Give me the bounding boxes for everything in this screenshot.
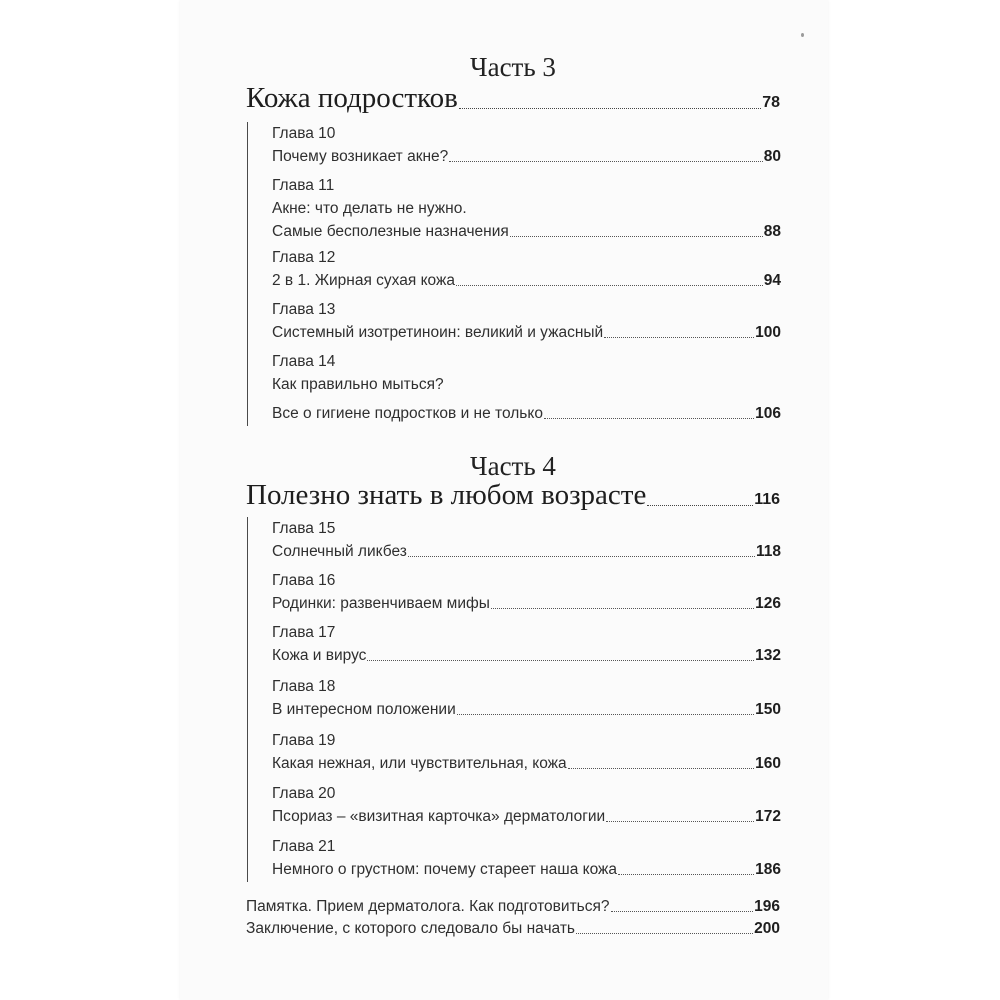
dot-leader [544, 417, 754, 419]
chapter-10-title: Почему возникает акне? [272, 148, 449, 165]
conclusion-page: 200 [754, 920, 780, 937]
chapter-17-title: Кожа и вирус [272, 647, 367, 664]
dot-leader [611, 910, 754, 912]
chapter-20-title: Псориаз – «визитная карточка» дерматологии [272, 808, 606, 825]
chapter-14-title-line-1: Как правильно мыться? [272, 376, 444, 393]
chapter-13-entry[interactable] [272, 298, 781, 344]
part-4-title: Полезно знать в любом возрасте [246, 479, 647, 511]
memo-page: 196 [754, 898, 780, 915]
chapter-16-label: Глава 16 [272, 572, 336, 589]
part-3-page: 78 [762, 94, 780, 111]
dot-leader [647, 504, 753, 506]
chapter-14-entry[interactable] [272, 350, 781, 425]
chapter-18-title: В интересном положении [272, 701, 456, 718]
chapter-17-entry[interactable] [272, 621, 781, 667]
chapter-11-label: Глава 11 [272, 177, 335, 194]
part-3-label: Часть 3 [470, 52, 556, 82]
chapter-21-label: Глава 21 [272, 838, 336, 855]
chapter-12-page: 94 [763, 272, 781, 289]
chapter-14-page: 106 [755, 405, 781, 422]
chapter-20-label: Глава 20 [272, 785, 336, 802]
chapter-19-entry[interactable] [272, 729, 781, 775]
chapter-14-title: Все о гигиене подростков и не только [272, 405, 543, 422]
part-4-page: 116 [754, 491, 780, 508]
chapter-21-title: Немного о грустном: почему стареет наша кожа [272, 861, 618, 878]
chapter-11-title-line-1: Акне: что делать не нужно. [272, 200, 467, 217]
chapter-19-page: 160 [755, 755, 781, 772]
part-4-chapters [247, 517, 781, 882]
chapter-21-page: 186 [755, 861, 781, 878]
chapter-13-title: Системный изотретиноин: великий и ужасный [272, 324, 604, 341]
chapter-10-label: Глава 10 [272, 125, 336, 142]
dot-leader [459, 107, 761, 109]
chapter-15-label: Глава 15 [272, 520, 336, 537]
part-3-chapters [247, 122, 781, 426]
chapter-21-entry[interactable] [272, 835, 781, 881]
part-3-title: Кожа подростков [246, 82, 458, 114]
dot-leader [457, 713, 754, 715]
memo-entry[interactable] [246, 896, 780, 918]
dot-leader [618, 873, 754, 875]
chapter-19-title: Какая нежная, или чувствительная, кожа [272, 755, 567, 772]
chapter-14-label: Глава 14 [272, 353, 336, 370]
dot-leader [367, 659, 754, 661]
chapter-12-title: 2 в 1. Жирная сухая кожа [272, 272, 455, 289]
chapter-11-title: Самые бесполезные назначения [272, 223, 509, 240]
chapter-17-label: Глава 17 [272, 624, 336, 641]
chapter-10-entry[interactable] [272, 122, 781, 168]
chapter-12-label: Глава 12 [272, 249, 336, 266]
dot-leader [456, 284, 763, 286]
dot-leader [568, 767, 754, 769]
chapter-18-label: Глава 18 [272, 678, 336, 695]
chapter-12-entry[interactable] [272, 246, 781, 292]
part-4-label: Часть 4 [470, 451, 556, 481]
dot-leader [606, 820, 754, 822]
dot-leader [491, 607, 754, 609]
memo-title: Памятка. Прием дерматолога. Как подготовиться? [246, 898, 610, 915]
chapter-20-entry[interactable] [272, 782, 781, 828]
chapter-16-page: 126 [755, 595, 781, 612]
chapter-16-entry[interactable] [272, 569, 781, 615]
part-4-entry[interactable] [246, 479, 780, 513]
dot-leader [510, 235, 763, 237]
dot-leader [408, 555, 755, 557]
chapter-11-entry[interactable] [272, 174, 781, 243]
page-speck [801, 33, 804, 37]
chapter-13-page: 100 [755, 324, 781, 341]
dot-leader [604, 336, 754, 338]
chapter-15-page: 118 [755, 543, 781, 560]
chapter-18-entry[interactable] [272, 675, 781, 721]
chapter-15-title: Солнечный ликбез [272, 543, 407, 560]
dot-leader [576, 932, 753, 934]
chapter-19-label: Глава 19 [272, 732, 336, 749]
part-3-entry[interactable] [246, 82, 780, 116]
chapter-13-label: Глава 13 [272, 301, 336, 318]
chapter-10-page: 80 [763, 148, 781, 165]
chapter-11-page: 88 [763, 223, 781, 240]
conclusion-title: Заключение, с которого следовало бы начать [246, 920, 575, 937]
conclusion-entry[interactable] [246, 918, 780, 940]
chapter-17-page: 132 [755, 647, 781, 664]
dot-leader [449, 160, 762, 162]
chapter-20-page: 172 [755, 808, 781, 825]
chapter-18-page: 150 [755, 701, 781, 718]
chapter-15-entry[interactable] [272, 517, 781, 563]
chapter-16-title: Родинки: развенчиваем мифы [272, 595, 490, 612]
